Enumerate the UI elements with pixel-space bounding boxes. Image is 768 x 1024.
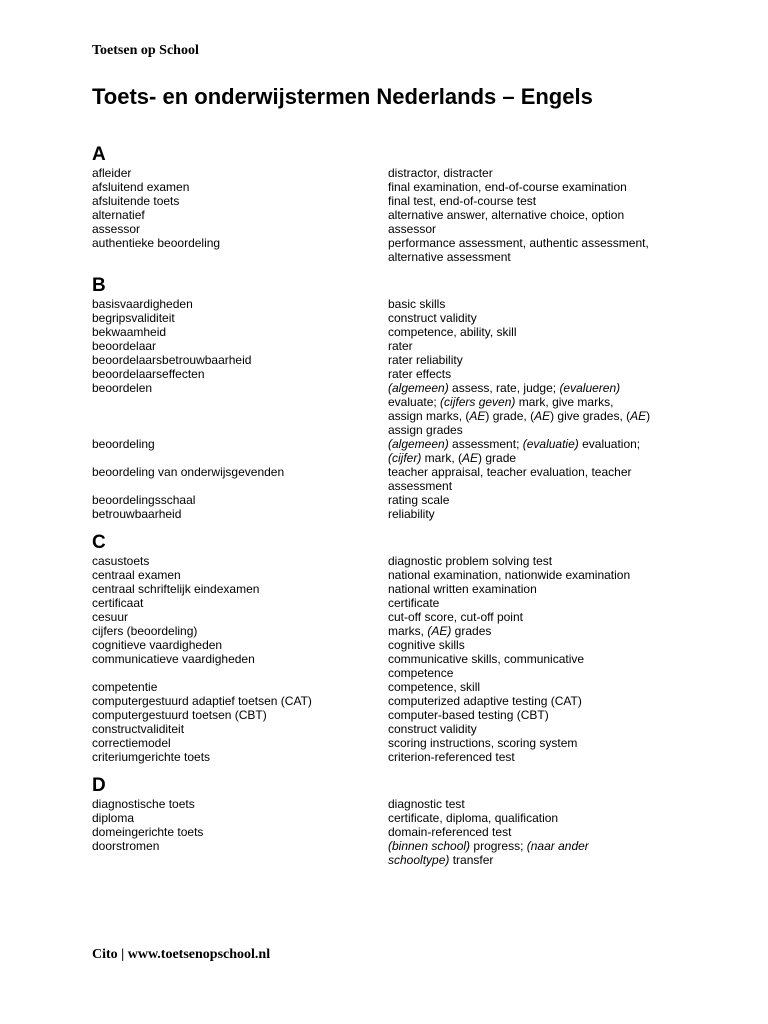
dutch-term: cesuur	[92, 610, 129, 624]
section-c	[92, 533, 692, 764]
english-translation: domain-referenced test	[388, 825, 512, 839]
section-a	[92, 145, 692, 264]
dutch-term: diagnostische toets	[92, 797, 195, 811]
glossary-entry	[92, 166, 692, 180]
english-translation: diagnostic test	[388, 797, 465, 811]
glossary-entry	[92, 381, 692, 437]
dutch-term: beoordelen	[92, 381, 153, 395]
english-translation: national examination, nationwide examination	[388, 568, 631, 582]
english-translation: diagnostic problem solving test	[388, 554, 553, 568]
dutch-term: competentie	[92, 680, 158, 694]
glossary-entry	[92, 736, 692, 750]
glossary-entry	[92, 311, 692, 325]
glossary-entry	[92, 353, 692, 367]
glossary-entry	[92, 465, 692, 493]
section-b	[92, 276, 692, 521]
english-translation: (algemeen) assessment; (evaluatie) evaluation; (cijfer) mark, (AE) grade	[388, 437, 641, 465]
english-translation: construct validity	[388, 722, 477, 736]
glossary-entry	[92, 568, 692, 582]
glossary-entry	[92, 811, 692, 825]
page-header: Toetsen op School	[92, 43, 199, 58]
glossary-entry	[92, 708, 692, 722]
section-letter: C	[92, 532, 106, 553]
english-translation: rater effects	[388, 367, 452, 381]
glossary-entry	[92, 680, 692, 694]
english-translation: assessor	[388, 222, 437, 236]
dutch-term: centraal examen	[92, 568, 181, 582]
dutch-term: computergestuurd adaptief toetsen (CAT)	[92, 694, 312, 708]
glossary-entry	[92, 180, 692, 194]
dutch-term: diploma	[92, 811, 135, 825]
glossary-entry	[92, 297, 692, 311]
dutch-term: beoordelingsschaal	[92, 493, 196, 507]
english-translation: alternative answer, alternative choice, option	[388, 208, 625, 222]
glossary-entry	[92, 797, 692, 811]
glossary-entry	[92, 554, 692, 568]
page-title: Toets- en onderwijstermen Nederlands – Engels	[92, 84, 593, 109]
dutch-term: beoordeling van onderwijsgevenden	[92, 465, 285, 479]
glossary-entry	[92, 610, 692, 624]
dutch-term: cognitieve vaardigheden	[92, 638, 223, 652]
dutch-term: domeingerichte toets	[92, 825, 204, 839]
english-translation: national written examination	[388, 582, 537, 596]
english-translation: criterion-referenced test	[388, 750, 515, 764]
glossary-entry	[92, 507, 692, 521]
english-translation: construct validity	[388, 311, 477, 325]
glossary-entry	[92, 236, 692, 264]
english-translation: computer-based testing (CBT)	[388, 708, 549, 722]
glossary-entry	[92, 825, 692, 839]
dutch-term: beoordeling	[92, 437, 155, 451]
dutch-term: betrouwbaarheid	[92, 507, 182, 521]
english-translation: scoring instructions, scoring system	[388, 736, 578, 750]
glossary-entry	[92, 750, 692, 764]
glossary-entry	[92, 582, 692, 596]
english-translation: performance assessment, authentic assessment, alternative assessment	[388, 236, 649, 264]
glossary-entry	[92, 596, 692, 610]
english-translation: competence, ability, skill	[388, 325, 517, 339]
english-translation: certificate	[388, 596, 440, 610]
dutch-term: assessor	[92, 222, 141, 236]
english-translation: (algemeen) assess, rate, judge; (evalueren) evaluate; (cijfers geven) mark, give marks, assign marks, (AE) grade, (AE) give grades, (AE) assign grades	[388, 381, 651, 437]
english-translation: rater reliability	[388, 353, 463, 367]
glossary-entry	[92, 694, 692, 708]
english-translation: reliability	[388, 507, 435, 521]
dutch-term: correctiemodel	[92, 736, 171, 750]
english-translation: cut-off score, cut-off point	[388, 610, 523, 624]
dutch-term: communicatieve vaardigheden	[92, 652, 255, 666]
english-translation: (binnen school) progress; (naar ander schooltype) transfer	[388, 839, 589, 867]
dutch-term: bekwaamheid	[92, 325, 167, 339]
english-translation: rating scale	[388, 493, 450, 507]
dutch-term: afleider	[92, 166, 132, 180]
dutch-term: beoordelaarsbetrouwbaarheid	[92, 353, 252, 367]
english-translation: computerized adaptive testing (CAT)	[388, 694, 582, 708]
glossary-entry	[92, 208, 692, 222]
glossary-entry	[92, 493, 692, 507]
glossary-entry	[92, 638, 692, 652]
section-letter: D	[92, 775, 106, 796]
dutch-term: beoordelaarseffecten	[92, 367, 205, 381]
english-translation: cognitive skills	[388, 638, 465, 652]
glossary-entry	[92, 652, 692, 680]
glossary-entry	[92, 339, 692, 353]
english-translation: final test, end-of-course test	[388, 194, 537, 208]
english-translation: communicative skills, communicative competence	[388, 652, 585, 680]
section-d	[92, 776, 692, 867]
dutch-term: afsluitend examen	[92, 180, 190, 194]
glossary-entry	[92, 325, 692, 339]
section-letter: A	[92, 144, 106, 165]
section-letter: B	[92, 275, 106, 296]
english-translation: rater	[388, 339, 413, 353]
english-translation: marks, (AE) grades	[388, 624, 492, 638]
page-footer: Cito | www.toetsenopschool.nl	[92, 947, 271, 962]
dutch-term: centraal schriftelijk eindexamen	[92, 582, 260, 596]
english-translation: final examination, end-of-course examination	[388, 180, 627, 194]
english-translation: certificate, diploma, qualification	[388, 811, 559, 825]
dutch-term: computergestuurd toetsen (CBT)	[92, 708, 267, 722]
dutch-term: begripsvaliditeit	[92, 311, 175, 325]
dutch-term: casustoets	[92, 554, 150, 568]
dutch-term: doorstromen	[92, 839, 160, 853]
english-translation: competence, skill	[388, 680, 481, 694]
glossary-entry	[92, 194, 692, 208]
english-translation: teacher appraisal, teacher evaluation, teacher assessment	[388, 465, 632, 493]
glossary-entry	[92, 437, 692, 465]
english-translation: distractor, distracter	[388, 166, 493, 180]
dutch-term: constructvaliditeit	[92, 722, 185, 736]
glossary-entry	[92, 624, 692, 638]
dutch-term: criteriumgerichte toets	[92, 750, 211, 764]
dutch-term: afsluitende toets	[92, 194, 180, 208]
glossary-entry	[92, 222, 692, 236]
glossary	[92, 145, 692, 867]
dutch-term: authentieke beoordeling	[92, 236, 221, 250]
glossary-entry	[92, 839, 692, 867]
dutch-term: certificaat	[92, 596, 144, 610]
glossary-entry	[92, 722, 692, 736]
dutch-term: cijfers (beoordeling)	[92, 624, 198, 638]
dutch-term: basisvaardigheden	[92, 297, 193, 311]
glossary-entry	[92, 367, 692, 381]
dutch-term: alternatief	[92, 208, 145, 222]
english-translation: basic skills	[388, 297, 446, 311]
dutch-term: beoordelaar	[92, 339, 157, 353]
